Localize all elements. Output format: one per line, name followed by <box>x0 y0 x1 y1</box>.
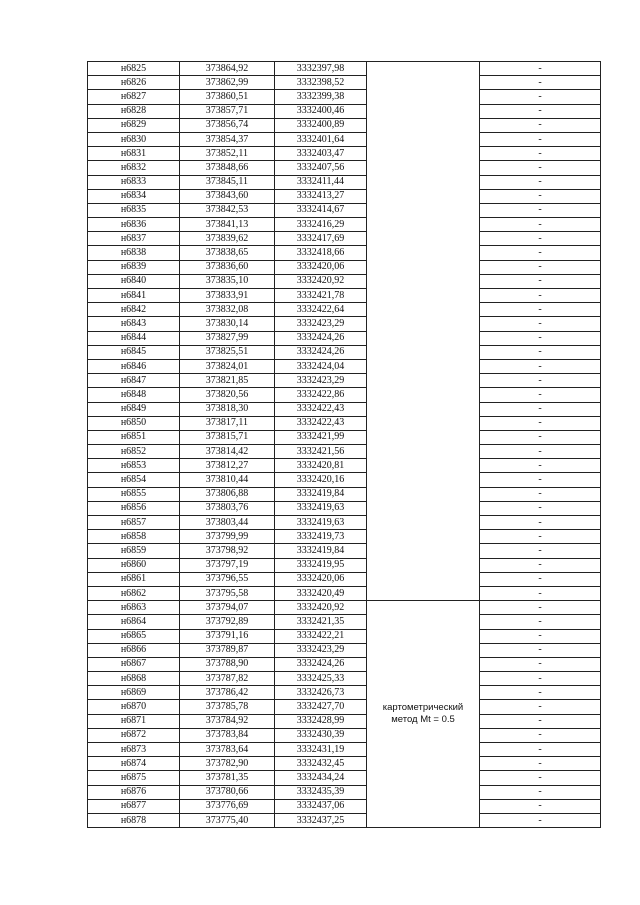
description-cell: - <box>480 331 601 345</box>
point-id-cell: н6856 <box>88 501 180 515</box>
description-cell: - <box>480 487 601 501</box>
description-cell: - <box>480 104 601 118</box>
y-coordinate-cell: 3332425,33 <box>275 672 367 686</box>
description-cell: - <box>480 629 601 643</box>
description-cell: - <box>480 62 601 76</box>
y-coordinate-cell: 3332420,49 <box>275 586 367 600</box>
point-id-cell: н6825 <box>88 62 180 76</box>
point-id-cell: н6832 <box>88 161 180 175</box>
table-row <box>88 388 601 402</box>
table-row <box>88 331 601 345</box>
x-coordinate-cell: 373824,01 <box>180 359 275 373</box>
table-row <box>88 700 601 714</box>
point-id-cell: н6839 <box>88 260 180 274</box>
coordinates-table <box>87 61 601 828</box>
x-coordinate-cell: 373783,64 <box>180 743 275 757</box>
description-cell: - <box>480 359 601 373</box>
point-id-cell: н6863 <box>88 601 180 615</box>
point-id-cell: н6829 <box>88 118 180 132</box>
x-coordinate-cell: 373839,62 <box>180 232 275 246</box>
x-coordinate-cell: 373796,55 <box>180 572 275 586</box>
point-id-cell: н6869 <box>88 686 180 700</box>
description-cell: - <box>480 686 601 700</box>
table-row <box>88 430 601 444</box>
description-cell: - <box>480 232 601 246</box>
description-cell: - <box>480 147 601 161</box>
point-id-cell: н6870 <box>88 700 180 714</box>
description-cell: - <box>480 246 601 260</box>
point-id-cell: н6826 <box>88 76 180 90</box>
x-coordinate-cell: 373820,56 <box>180 388 275 402</box>
x-coordinate-cell: 373776,69 <box>180 799 275 813</box>
y-coordinate-cell: 3332419,63 <box>275 501 367 515</box>
point-id-cell: н6861 <box>88 572 180 586</box>
table-row <box>88 473 601 487</box>
point-id-cell: н6868 <box>88 672 180 686</box>
table-row <box>88 501 601 515</box>
y-coordinate-cell: 3332423,29 <box>275 317 367 331</box>
table-row <box>88 813 601 827</box>
point-id-cell: н6853 <box>88 459 180 473</box>
point-id-cell: н6864 <box>88 615 180 629</box>
y-coordinate-cell: 3332423,29 <box>275 643 367 657</box>
y-coordinate-cell: 3332403,47 <box>275 147 367 161</box>
table-row <box>88 629 601 643</box>
point-id-cell: н6833 <box>88 175 180 189</box>
x-coordinate-cell: 373852,11 <box>180 147 275 161</box>
description-cell: - <box>480 572 601 586</box>
description-cell: - <box>480 90 601 104</box>
description-cell: - <box>480 274 601 288</box>
table-row <box>88 771 601 785</box>
point-id-cell: н6873 <box>88 743 180 757</box>
description-cell: - <box>480 289 601 303</box>
point-id-cell: н6851 <box>88 430 180 444</box>
description-cell: - <box>480 615 601 629</box>
y-coordinate-cell: 3332397,98 <box>275 62 367 76</box>
x-coordinate-cell: 373780,66 <box>180 785 275 799</box>
x-coordinate-cell: 373787,82 <box>180 672 275 686</box>
y-coordinate-cell: 3332418,66 <box>275 246 367 260</box>
y-coordinate-cell: 3332422,43 <box>275 416 367 430</box>
x-coordinate-cell: 373842,53 <box>180 203 275 217</box>
table-row <box>88 147 601 161</box>
table-row <box>88 487 601 501</box>
x-coordinate-cell: 373785,78 <box>180 700 275 714</box>
point-id-cell: н6859 <box>88 544 180 558</box>
table-row <box>88 317 601 331</box>
x-coordinate-cell: 373825,51 <box>180 345 275 359</box>
table-row <box>88 516 601 530</box>
y-coordinate-cell: 3332419,73 <box>275 530 367 544</box>
x-coordinate-cell: 373862,99 <box>180 76 275 90</box>
point-id-cell: н6835 <box>88 203 180 217</box>
x-coordinate-cell: 373864,92 <box>180 62 275 76</box>
point-id-cell: н6860 <box>88 558 180 572</box>
point-id-cell: н6848 <box>88 388 180 402</box>
table-row <box>88 232 601 246</box>
point-id-cell: н6875 <box>88 771 180 785</box>
method-text-line: картометрический <box>382 702 464 714</box>
description-cell: - <box>480 303 601 317</box>
method-text-line: метод Mt = 0.5 <box>391 714 455 726</box>
point-id-cell: н6837 <box>88 232 180 246</box>
x-coordinate-cell: 373830,14 <box>180 317 275 331</box>
description-cell: - <box>480 218 601 232</box>
table-row <box>88 416 601 430</box>
y-coordinate-cell: 3332427,70 <box>275 700 367 714</box>
y-coordinate-cell: 3332424,26 <box>275 657 367 671</box>
y-coordinate-cell: 3332420,16 <box>275 473 367 487</box>
description-cell: - <box>480 203 601 217</box>
y-coordinate-cell: 3332417,69 <box>275 232 367 246</box>
y-coordinate-cell: 3332411,44 <box>275 175 367 189</box>
x-coordinate-cell: 373786,42 <box>180 686 275 700</box>
description-cell: - <box>480 501 601 515</box>
x-coordinate-cell: 373781,35 <box>180 771 275 785</box>
table-row <box>88 572 601 586</box>
table-row <box>88 728 601 742</box>
x-coordinate-cell: 373848,66 <box>180 161 275 175</box>
x-coordinate-cell: 373857,71 <box>180 104 275 118</box>
method-cell <box>367 601 480 828</box>
point-id-cell: н6830 <box>88 132 180 146</box>
x-coordinate-cell: 373833,91 <box>180 289 275 303</box>
point-id-cell: н6872 <box>88 728 180 742</box>
x-coordinate-cell: 373812,27 <box>180 459 275 473</box>
table-row <box>88 799 601 813</box>
point-id-cell: н6876 <box>88 785 180 799</box>
table-row <box>88 175 601 189</box>
description-cell: - <box>480 813 601 827</box>
table-row <box>88 345 601 359</box>
y-coordinate-cell: 3332435,39 <box>275 785 367 799</box>
table-row <box>88 62 601 76</box>
x-coordinate-cell: 373795,58 <box>180 586 275 600</box>
x-coordinate-cell: 373832,08 <box>180 303 275 317</box>
table-row <box>88 303 601 317</box>
description-cell: - <box>480 601 601 615</box>
description-cell: - <box>480 586 601 600</box>
description-cell: - <box>480 473 601 487</box>
table-row <box>88 459 601 473</box>
y-coordinate-cell: 3332401,64 <box>275 132 367 146</box>
description-cell: - <box>480 771 601 785</box>
table-row <box>88 374 601 388</box>
table-row <box>88 104 601 118</box>
x-coordinate-cell: 373791,16 <box>180 629 275 643</box>
x-coordinate-cell: 373792,89 <box>180 615 275 629</box>
method-cell <box>367 62 480 601</box>
table-row <box>88 558 601 572</box>
table-row <box>88 714 601 728</box>
point-id-cell: н6845 <box>88 345 180 359</box>
point-id-cell: н6865 <box>88 629 180 643</box>
table-row <box>88 76 601 90</box>
point-id-cell: н6866 <box>88 643 180 657</box>
description-cell: - <box>480 530 601 544</box>
y-coordinate-cell: 3332421,99 <box>275 430 367 444</box>
y-coordinate-cell: 3332419,84 <box>275 544 367 558</box>
description-cell: - <box>480 189 601 203</box>
table-body <box>88 62 601 828</box>
y-coordinate-cell: 3332420,06 <box>275 260 367 274</box>
y-coordinate-cell: 3332426,73 <box>275 686 367 700</box>
point-id-cell: н6862 <box>88 586 180 600</box>
y-coordinate-cell: 3332422,86 <box>275 388 367 402</box>
table-row <box>88 643 601 657</box>
description-cell: - <box>480 714 601 728</box>
description-cell: - <box>480 643 601 657</box>
y-coordinate-cell: 3332407,56 <box>275 161 367 175</box>
description-cell: - <box>480 402 601 416</box>
table-row <box>88 586 601 600</box>
y-coordinate-cell: 3332437,25 <box>275 813 367 827</box>
description-cell: - <box>480 76 601 90</box>
y-coordinate-cell: 3332424,26 <box>275 331 367 345</box>
point-id-cell: н6878 <box>88 813 180 827</box>
description-cell: - <box>480 516 601 530</box>
point-id-cell: н6828 <box>88 104 180 118</box>
point-id-cell: н6867 <box>88 657 180 671</box>
description-cell: - <box>480 785 601 799</box>
description-cell: - <box>480 672 601 686</box>
table-row <box>88 189 601 203</box>
y-coordinate-cell: 3332424,26 <box>275 345 367 359</box>
point-id-cell: н6827 <box>88 90 180 104</box>
description-cell: - <box>480 118 601 132</box>
table-row <box>88 260 601 274</box>
y-coordinate-cell: 3332437,06 <box>275 799 367 813</box>
description-cell: - <box>480 345 601 359</box>
y-coordinate-cell: 3332420,92 <box>275 274 367 288</box>
table-row <box>88 544 601 558</box>
y-coordinate-cell: 3332398,52 <box>275 76 367 90</box>
y-coordinate-cell: 3332423,29 <box>275 374 367 388</box>
x-coordinate-cell: 373803,76 <box>180 501 275 515</box>
y-coordinate-cell: 3332399,38 <box>275 90 367 104</box>
description-cell: - <box>480 459 601 473</box>
table-row <box>88 203 601 217</box>
x-coordinate-cell: 373836,60 <box>180 260 275 274</box>
point-id-cell: н6849 <box>88 402 180 416</box>
description-cell: - <box>480 260 601 274</box>
description-cell: - <box>480 132 601 146</box>
description-cell: - <box>480 558 601 572</box>
x-coordinate-cell: 373806,88 <box>180 487 275 501</box>
point-id-cell: н6834 <box>88 189 180 203</box>
description-cell: - <box>480 317 601 331</box>
y-coordinate-cell: 3332421,56 <box>275 445 367 459</box>
point-id-cell: н6847 <box>88 374 180 388</box>
x-coordinate-cell: 373835,10 <box>180 274 275 288</box>
y-coordinate-cell: 3332420,81 <box>275 459 367 473</box>
description-cell: - <box>480 544 601 558</box>
point-id-cell: н6841 <box>88 289 180 303</box>
description-cell: - <box>480 728 601 742</box>
table-row <box>88 785 601 799</box>
point-id-cell: н6857 <box>88 516 180 530</box>
table-row <box>88 118 601 132</box>
description-cell: - <box>480 175 601 189</box>
point-id-cell: н6871 <box>88 714 180 728</box>
table-row <box>88 359 601 373</box>
y-coordinate-cell: 3332419,95 <box>275 558 367 572</box>
table-row <box>88 246 601 260</box>
point-id-cell: н6842 <box>88 303 180 317</box>
description-cell: - <box>480 161 601 175</box>
y-coordinate-cell: 3332431,19 <box>275 743 367 757</box>
x-coordinate-cell: 373782,90 <box>180 757 275 771</box>
x-coordinate-cell: 373841,13 <box>180 218 275 232</box>
x-coordinate-cell: 373854,37 <box>180 132 275 146</box>
y-coordinate-cell: 3332422,21 <box>275 629 367 643</box>
table-row <box>88 615 601 629</box>
point-id-cell: н6854 <box>88 473 180 487</box>
y-coordinate-cell: 3332420,06 <box>275 572 367 586</box>
point-id-cell: н6838 <box>88 246 180 260</box>
table-row <box>88 530 601 544</box>
y-coordinate-cell: 3332421,35 <box>275 615 367 629</box>
x-coordinate-cell: 373789,87 <box>180 643 275 657</box>
y-coordinate-cell: 3332434,24 <box>275 771 367 785</box>
y-coordinate-cell: 3332422,64 <box>275 303 367 317</box>
table-row <box>88 218 601 232</box>
table-row <box>88 601 601 615</box>
x-coordinate-cell: 373803,44 <box>180 516 275 530</box>
x-coordinate-cell: 373817,11 <box>180 416 275 430</box>
x-coordinate-cell: 373821,85 <box>180 374 275 388</box>
description-cell: - <box>480 799 601 813</box>
point-id-cell: н6850 <box>88 416 180 430</box>
table-row <box>88 657 601 671</box>
description-cell: - <box>480 657 601 671</box>
x-coordinate-cell: 373815,71 <box>180 430 275 444</box>
x-coordinate-cell: 373783,84 <box>180 728 275 742</box>
x-coordinate-cell: 373838,65 <box>180 246 275 260</box>
x-coordinate-cell: 373860,51 <box>180 90 275 104</box>
x-coordinate-cell: 373843,60 <box>180 189 275 203</box>
table-row <box>88 757 601 771</box>
table-row <box>88 274 601 288</box>
description-cell: - <box>480 430 601 444</box>
description-cell: - <box>480 757 601 771</box>
y-coordinate-cell: 3332420,92 <box>275 601 367 615</box>
table-row <box>88 686 601 700</box>
point-id-cell: н6852 <box>88 445 180 459</box>
table-row <box>88 132 601 146</box>
point-id-cell: н6843 <box>88 317 180 331</box>
y-coordinate-cell: 3332422,43 <box>275 402 367 416</box>
x-coordinate-cell: 373797,19 <box>180 558 275 572</box>
x-coordinate-cell: 373788,90 <box>180 657 275 671</box>
x-coordinate-cell: 373827,99 <box>180 331 275 345</box>
x-coordinate-cell: 373799,99 <box>180 530 275 544</box>
table-row <box>88 743 601 757</box>
point-id-cell: н6840 <box>88 274 180 288</box>
y-coordinate-cell: 3332428,99 <box>275 714 367 728</box>
point-id-cell: н6877 <box>88 799 180 813</box>
x-coordinate-cell: 373784,92 <box>180 714 275 728</box>
y-coordinate-cell: 3332400,46 <box>275 104 367 118</box>
y-coordinate-cell: 3332421,78 <box>275 289 367 303</box>
point-id-cell: н6836 <box>88 218 180 232</box>
description-cell: - <box>480 416 601 430</box>
y-coordinate-cell: 3332432,45 <box>275 757 367 771</box>
point-id-cell: н6874 <box>88 757 180 771</box>
x-coordinate-cell: 373810,44 <box>180 473 275 487</box>
table-row <box>88 402 601 416</box>
y-coordinate-cell: 3332419,63 <box>275 516 367 530</box>
table-row <box>88 672 601 686</box>
description-cell: - <box>480 374 601 388</box>
y-coordinate-cell: 3332419,84 <box>275 487 367 501</box>
y-coordinate-cell: 3332414,67 <box>275 203 367 217</box>
y-coordinate-cell: 3332400,89 <box>275 118 367 132</box>
table-row <box>88 289 601 303</box>
y-coordinate-cell: 3332424,04 <box>275 359 367 373</box>
point-id-cell: н6846 <box>88 359 180 373</box>
description-cell: - <box>480 445 601 459</box>
table-row <box>88 161 601 175</box>
description-cell: - <box>480 743 601 757</box>
x-coordinate-cell: 373798,92 <box>180 544 275 558</box>
x-coordinate-cell: 373775,40 <box>180 813 275 827</box>
x-coordinate-cell: 373845,11 <box>180 175 275 189</box>
point-id-cell: н6858 <box>88 530 180 544</box>
table-row <box>88 445 601 459</box>
y-coordinate-cell: 3332416,29 <box>275 218 367 232</box>
description-cell: - <box>480 388 601 402</box>
y-coordinate-cell: 3332413,27 <box>275 189 367 203</box>
x-coordinate-cell: 373856,74 <box>180 118 275 132</box>
x-coordinate-cell: 373818,30 <box>180 402 275 416</box>
point-id-cell: н6844 <box>88 331 180 345</box>
description-cell: - <box>480 700 601 714</box>
point-id-cell: н6855 <box>88 487 180 501</box>
x-coordinate-cell: 373794,07 <box>180 601 275 615</box>
y-coordinate-cell: 3332430,39 <box>275 728 367 742</box>
x-coordinate-cell: 373814,42 <box>180 445 275 459</box>
table-row <box>88 90 601 104</box>
point-id-cell: н6831 <box>88 147 180 161</box>
